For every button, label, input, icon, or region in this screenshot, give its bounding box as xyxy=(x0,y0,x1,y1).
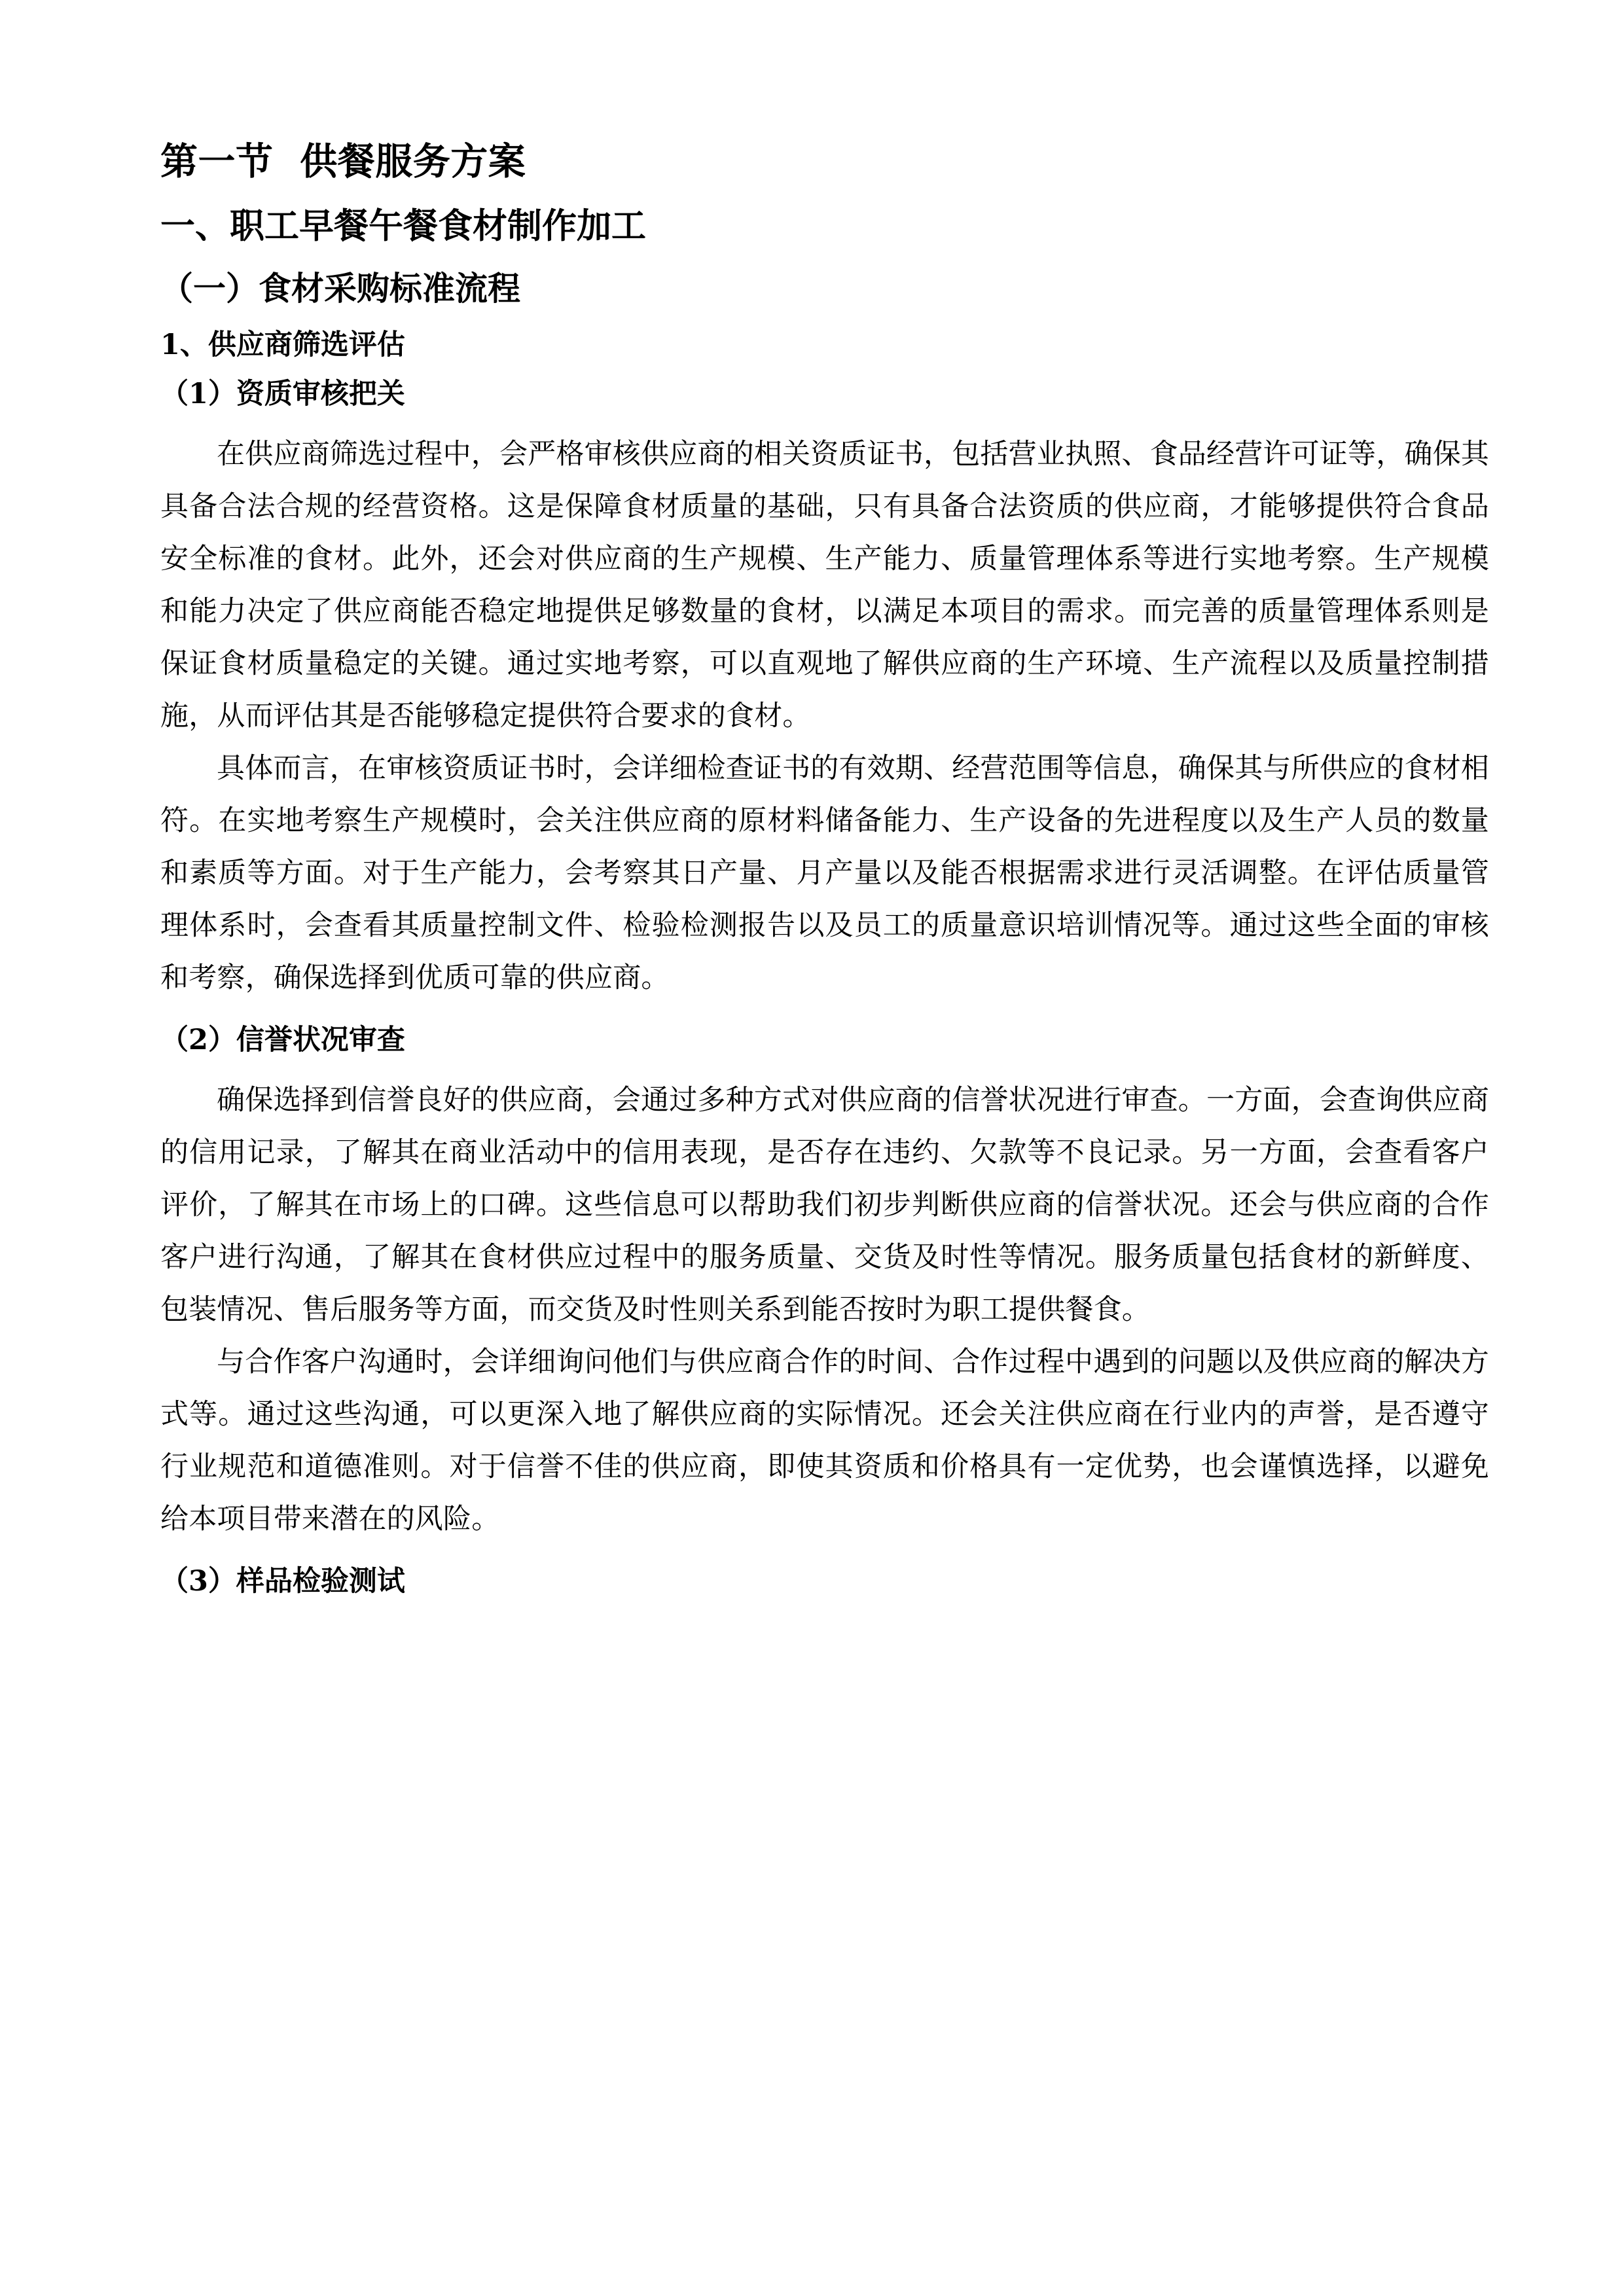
heading-level-1: 一、职工早餐午餐食材制作加工 xyxy=(160,206,646,246)
paragraph-2: 具体而言，在审核资质证书时，会详细检查证书的有效期、经营范围等信息，确保其与所供应的食材相符。在实地考察生产规模时，会关注供应商的原材料储备能力、生产设备的先进程度以及生产人员的数量和素质等方面。对于生产能力，会考察其日产量、月产量以及能否根据需求进行灵活调整。在评估质量管理体系时，会查看其质量控制文件、检验检测报告以及员工的质量意识培训情况等。通过这些全面的审核和考察，确保选择到优质可靠的供应商。 xyxy=(160,752,1489,994)
paragraph-4: 与合作客户沟通时，会详细询问他们与供应商合作的时间、合作过程中遇到的问题以及供应商的解决方式等。通过这些沟通，可以更深入地了解供应商的实际情况。还会关注供应商在行业内的声誉，是否遵守行业规范和道德准则。对于信誉不佳的供应商，即使其资质和价格具有一定优势，也会谨慎选择，以避免给本项目带来潜在的风险。 xyxy=(160,1346,1489,1535)
document-body xyxy=(160,139,1489,1598)
heading-sub-2: （2）信誉状况审查 xyxy=(160,1024,405,1056)
heading-sub-3: （3）样品检验测试 xyxy=(160,1565,405,1598)
section-heading: 第一节 供餐服务方案 xyxy=(160,139,526,183)
paragraph-3: 确保选择到信誉良好的供应商，会通过多种方式对供应商的信誉状况进行审查。一方面，会查询供应商的信用记录，了解其在商业活动中的信用表现，是否存在违约、欠款等不良记录。另一方面，会查看客户评价，了解其在市场上的口碑。这些信息可以帮助我们初步判断供应商的信誉状况。还会与供应商的合作客户进行沟通，了解其在食材供应过程中的服务质量、交货及时性等情况。服务质量包括食材的新鲜度、包装情况、售后服务等方面，而交货及时性则关系到能否按时为职工提供餐食。 xyxy=(160,1084,1489,1326)
heading-level-3: 1、供应商筛选评估 xyxy=(160,329,405,361)
paragraph-1: 在供应商筛选过程中，会严格审核供应商的相关资质证书，包括营业执照、食品经营许可证等，确保其具备合法合规的经营资格。这是保障食材质量的基础，只有具备合法资质的供应商，才能够提供符合食品安全标准的食材。此外，还会对供应商的生产规模、生产能力、质量管理体系等进行实地考察。生产规模和能力决定了供应商能否稳定地提供足够数量的食材，以满足本项目的需求。而完善的质量管理体系则是保证食材质量稳定的关键。通过实地考察，可以直观地了解供应商的生产环境、生产流程以及质量控制措施，从而评估其是否能够稳定提供符合要求的食材。 xyxy=(160,438,1489,732)
heading-level-2: （一）食材采购标准流程 xyxy=(160,269,520,308)
heading-sub-1: （1）资质审核把关 xyxy=(160,378,405,410)
